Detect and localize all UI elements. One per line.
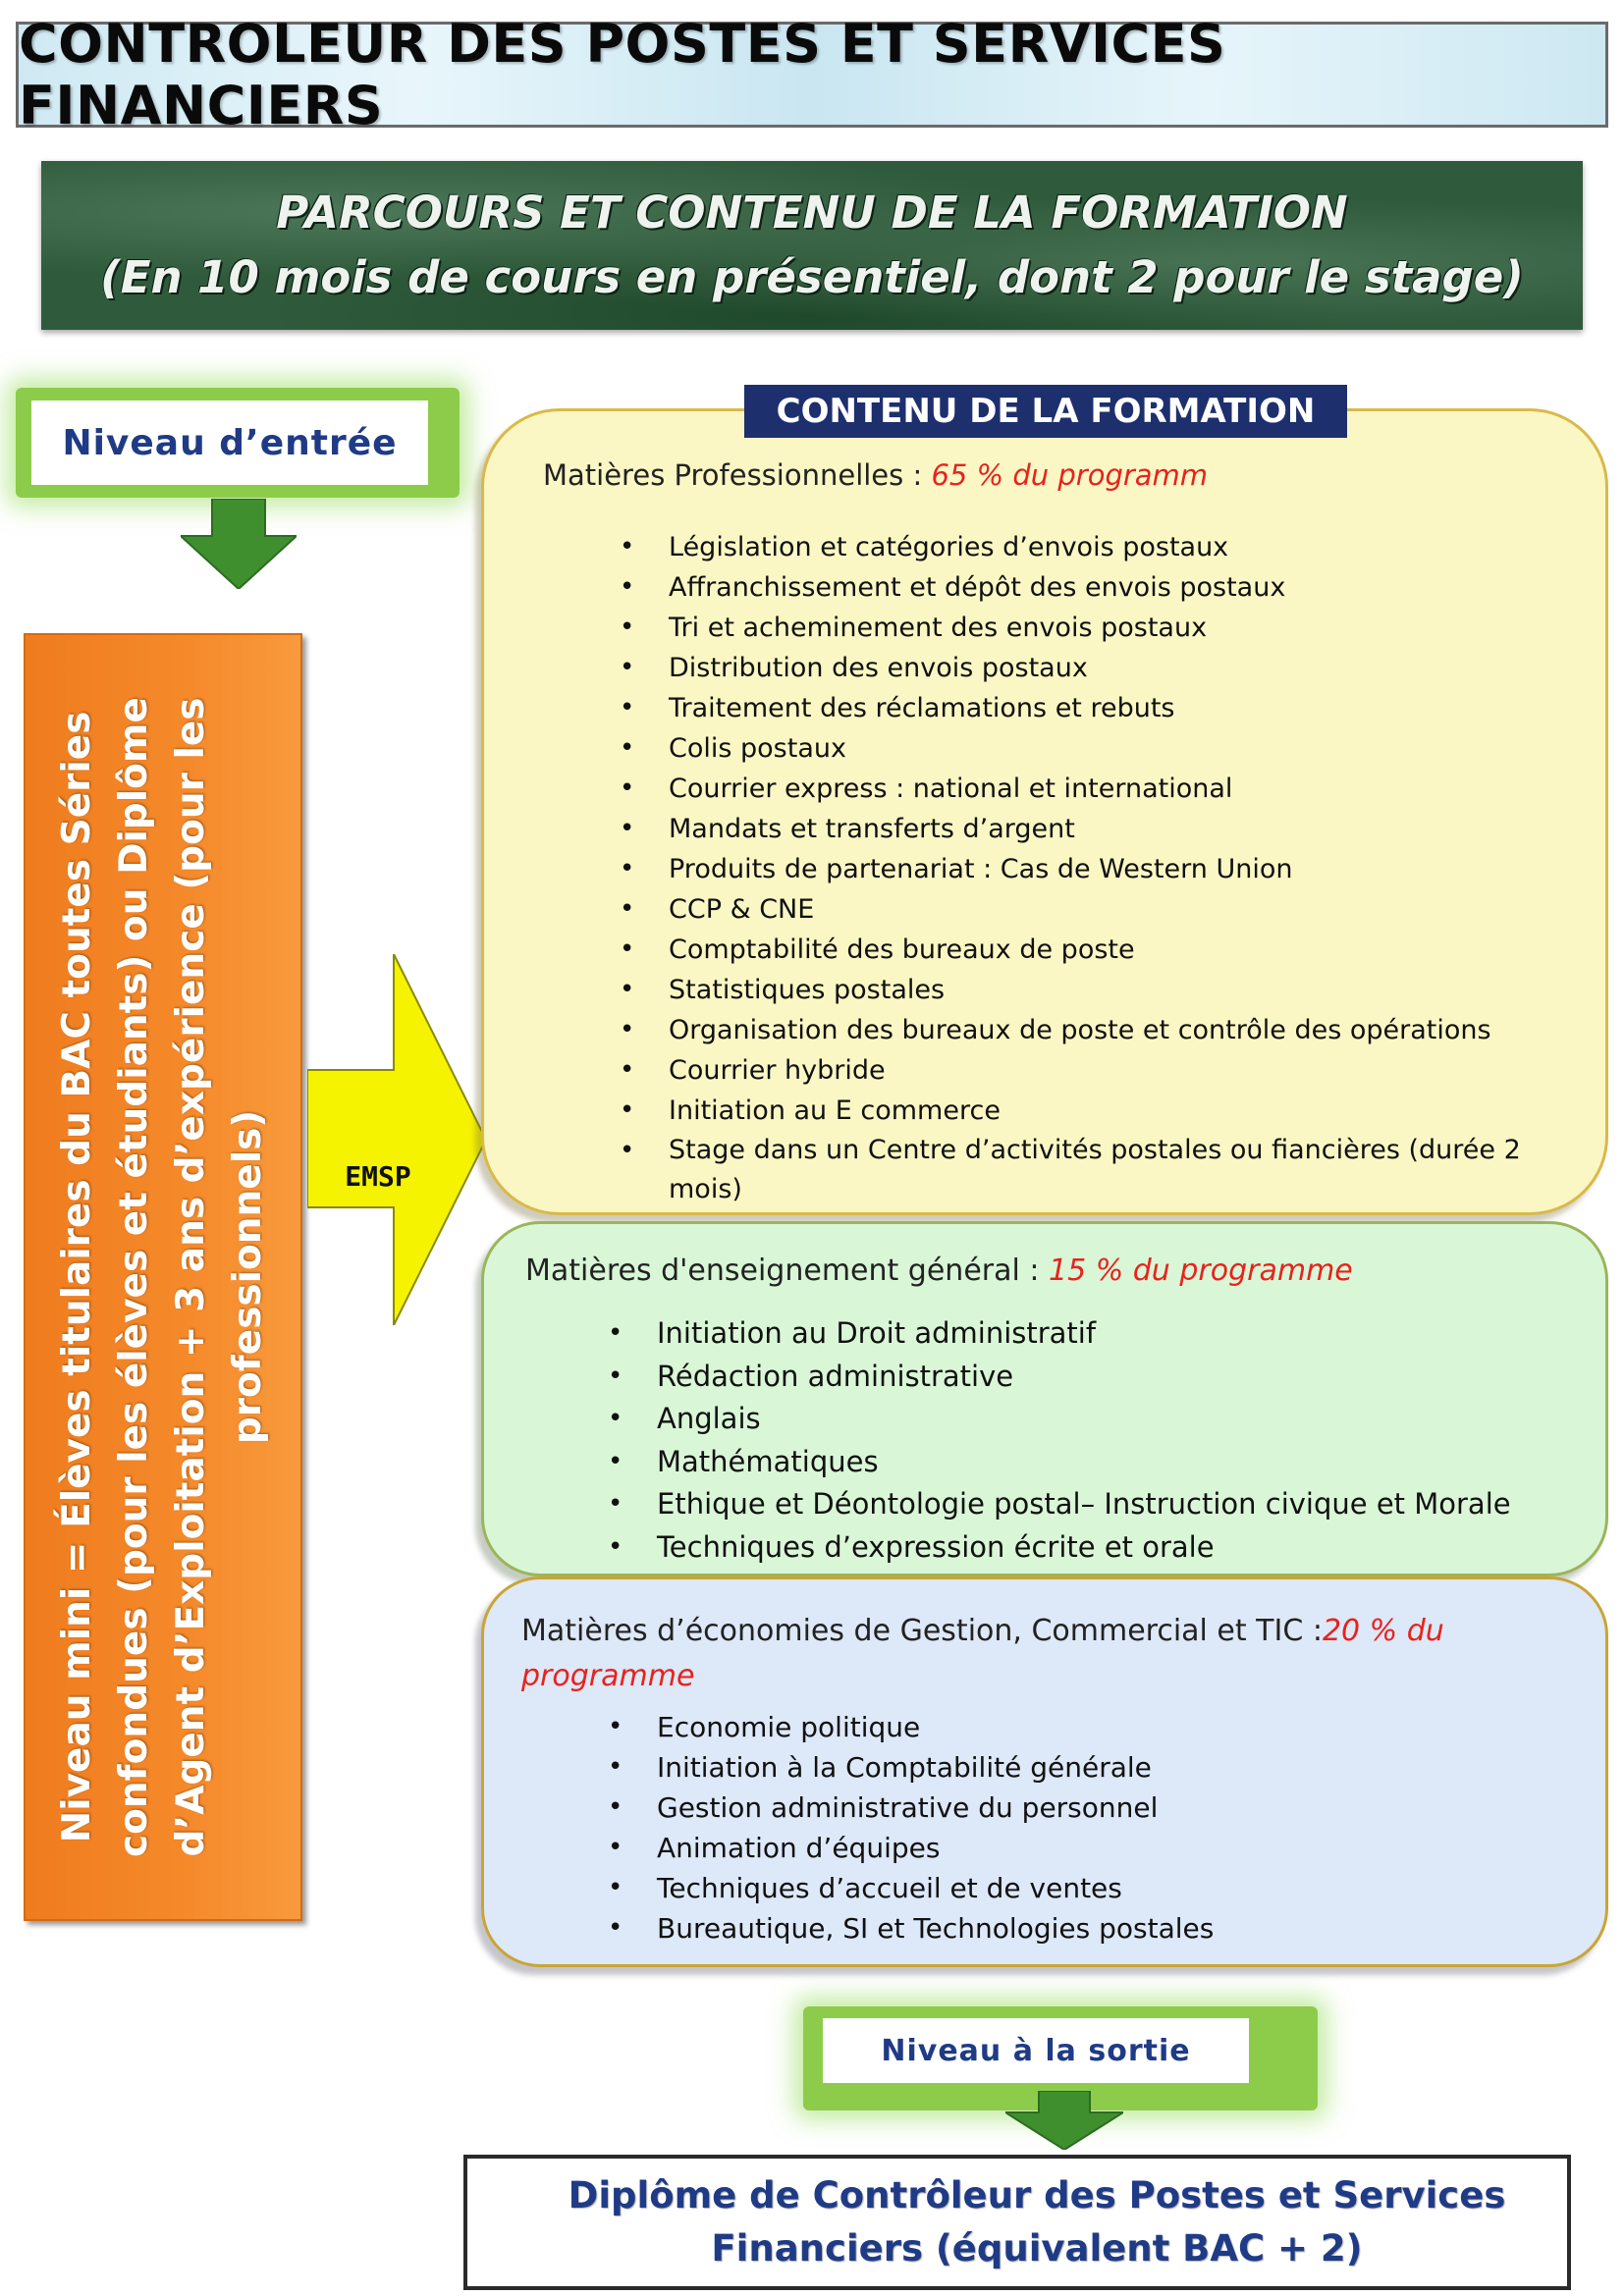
list-item: • Techniques d’expression écrite et orale	[657, 1526, 1511, 1570]
formation-heading: PARCOURS ET CONTENU DE LA FORMATION	[276, 187, 1348, 239]
list-item: • Bureautique, SI et Technologies postales	[657, 1908, 1214, 1949]
exit-level-label: Niveau à la sortie	[881, 2033, 1191, 2068]
list-item: • Courrier express : national et international	[669, 769, 1533, 809]
economics-title-text: Matières d’économies de Gestion, Commercial et TIC :	[521, 1614, 1323, 1648]
list-item: • Produits de partenariat : Cas de Western Union	[669, 849, 1533, 889]
content-header: CONTENU DE LA FORMATION	[744, 385, 1347, 438]
list-item: • Animation d’équipes	[657, 1828, 1214, 1868]
list-item: • Tri et acheminement des envois postaux	[669, 608, 1533, 648]
exit-down-arrow-icon	[1005, 2091, 1123, 2150]
list-item: • Statistiques postales	[669, 970, 1533, 1010]
general-subjects-title	[525, 1254, 1353, 1288]
list-item: • Mandats et transferts d’argent	[669, 809, 1533, 849]
economics-percent: 20 % du programme	[521, 1614, 1444, 1693]
entry-level-label: Niveau d’entrée	[62, 422, 398, 463]
formation-duration: (En 10 mois de cours en présentiel, dont 2 pour le stage)	[100, 251, 1524, 303]
general-percent: 15 % du programme	[1049, 1254, 1353, 1288]
professional-title-text: Matières Professionnelles :	[543, 458, 932, 492]
list-item: • Economie politique	[657, 1707, 1214, 1747]
list-item: • Colis postaux	[669, 728, 1533, 769]
entry-requirement-text: Niveau mini = Élèves titulaires du BAC toutes Séries confondues (pour les élèves et étudiants) ou Diplôme d’Agent d’Exploitation + 3 ans d’expérience (pour les professionnels)	[55, 697, 270, 1857]
general-title-text: Matières d'enseignement général :	[525, 1254, 1050, 1288]
formation-banner	[41, 161, 1583, 330]
economics-subjects-list	[622, 1707, 1214, 1949]
entry-down-arrow-icon	[181, 499, 297, 589]
title-banner	[16, 13, 1608, 136]
emsp-arrow-icon	[307, 954, 486, 1325]
list-item: • Mathématiques	[657, 1441, 1511, 1484]
professional-subjects-title	[543, 458, 1208, 492]
general-subjects-panel	[481, 1221, 1608, 1576]
list-item: • Courrier hybride	[669, 1050, 1533, 1091]
diploma-line-1: Diplôme de Contrôleur des Postes et Services	[568, 2174, 1506, 2216]
economics-subjects-panel	[481, 1576, 1608, 1967]
list-item: • Anglais	[657, 1398, 1511, 1441]
list-item: • Ethique et Déontologie postal– Instruction civique et Morale	[657, 1483, 1511, 1526]
diploma-box	[463, 2155, 1571, 2290]
list-item: • Initiation au Droit administratif	[657, 1312, 1511, 1356]
professional-subjects-panel	[481, 408, 1608, 1215]
page-title: CONTROLEUR DES POSTES ET SERVICES FINANCIERS	[19, 13, 1226, 136]
list-item: • Traitement des réclamations et rebuts	[669, 688, 1533, 728]
list-item: • Initiation à la Comptabilité générale	[657, 1747, 1214, 1788]
professional-subjects-list	[633, 527, 1533, 1209]
diploma-line-2: Financiers (équivalent BAC + 2)	[711, 2227, 1363, 2269]
diploma-text	[529, 2169, 1506, 2275]
list-item: • Rédaction administrative	[657, 1356, 1511, 1399]
list-item: • Distribution des envois postaux	[669, 648, 1533, 688]
list-item: • Organisation des bureaux de poste et contrôle des opérations	[669, 1010, 1533, 1050]
list-item: • Affranchissement et dépôt des envois postaux	[669, 567, 1533, 608]
list-item: • Initiation au E commerce	[669, 1091, 1533, 1131]
list-item: • Comptabilité des bureaux de poste	[669, 930, 1533, 970]
list-item: • Législation et catégories d’envois postaux	[669, 527, 1533, 567]
economics-subjects-title	[521, 1609, 1484, 1699]
entry-level-box	[31, 400, 428, 485]
exit-level-box	[823, 2018, 1249, 2083]
emsp-label: EMSP	[345, 1160, 411, 1193]
list-item: • Gestion administrative du personnel	[657, 1788, 1214, 1828]
professional-percent: 65 % du programm	[931, 458, 1209, 492]
entry-requirement-box	[24, 633, 302, 1921]
list-item: • CCP & CNE	[669, 889, 1533, 930]
list-item: • Stage dans un Centre d’activités postales ou fiancières (durée 2 mois)	[669, 1131, 1533, 1209]
general-subjects-list	[622, 1312, 1511, 1569]
list-item: • Techniques d’accueil et de ventes	[657, 1868, 1214, 1908]
